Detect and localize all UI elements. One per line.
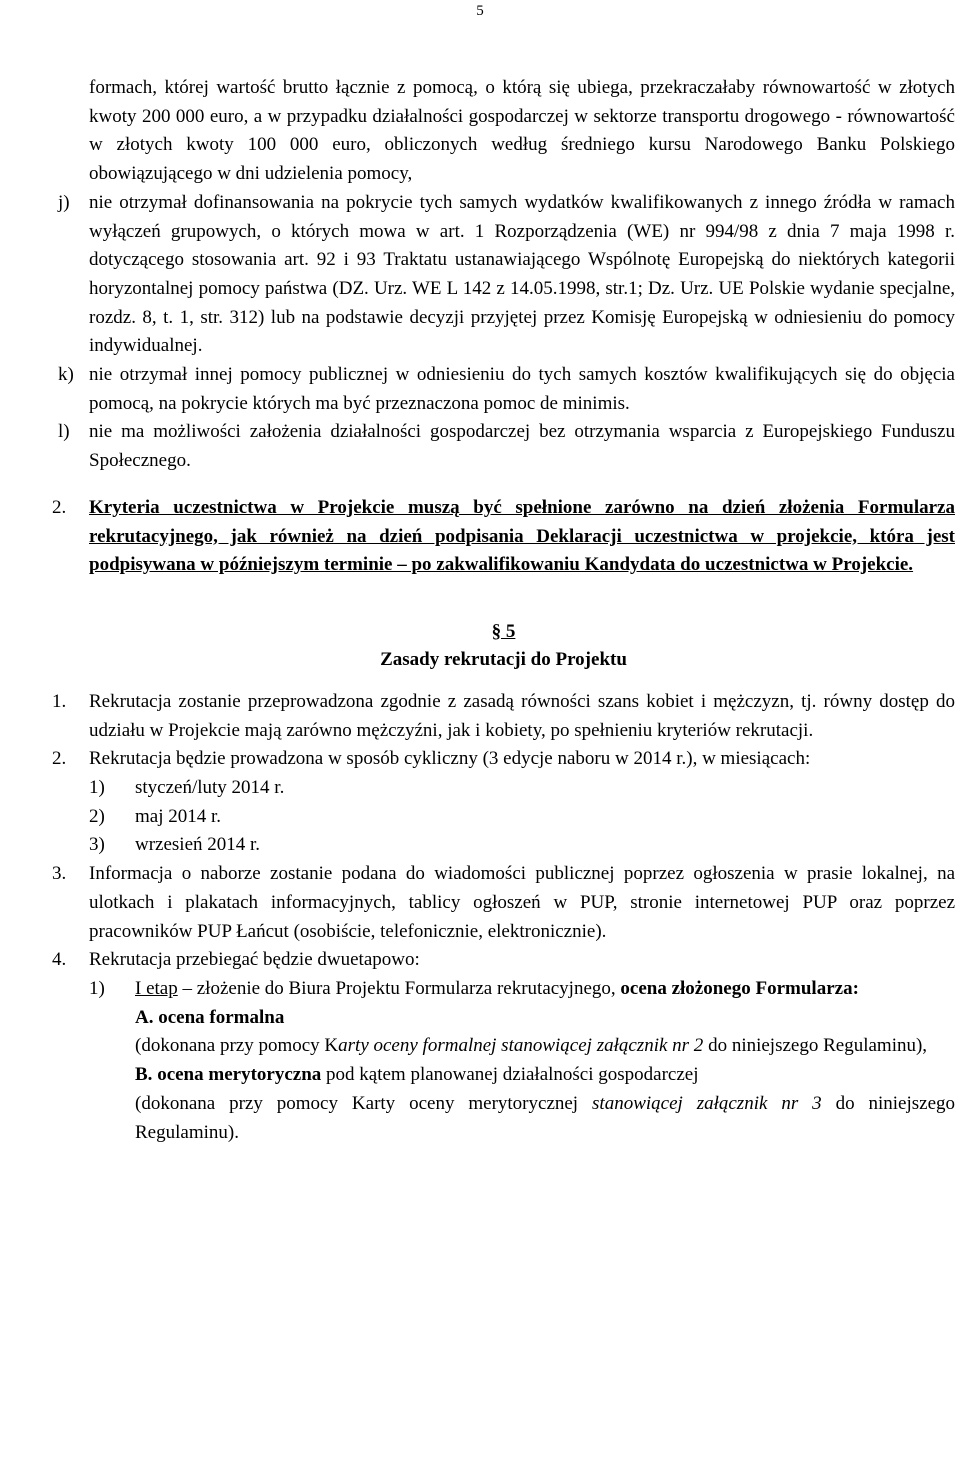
stage-1-plain: złożenie do Biura Projektu Formularza rekrutacyjnego,	[196, 977, 616, 999]
rule-4-text: Rekrutacja przebiegać będzie dwuetapowo:	[89, 949, 420, 971]
rule-3	[52, 860, 955, 946]
stage-a-heading	[135, 1004, 955, 1033]
stage-a-description	[135, 1032, 955, 1061]
stage-1-label: 1)	[89, 977, 105, 999]
stage-a-italic: arty oceny formalnej stanowiącej załącznik nr 2	[338, 1035, 704, 1057]
rule-2	[52, 745, 955, 860]
stage-b-heading	[135, 1061, 955, 1090]
month-text-1: styczeń/luty 2014 r.	[135, 777, 285, 799]
month-label-2: 2)	[89, 805, 105, 827]
stage-1-etap: I etap	[135, 977, 178, 999]
stage-1-bold: ocena złożonego Formularza:	[620, 977, 859, 999]
list-item-k	[52, 361, 955, 418]
rule-1	[52, 688, 955, 745]
stage-a-close: do niniejszego Regulaminu),	[708, 1035, 928, 1057]
stage-b-italic: stanowiącej załącznik nr 3	[592, 1092, 822, 1114]
criteria-number: 2.	[52, 496, 67, 518]
rule-4-number: 4.	[52, 949, 67, 971]
list-label-j: j)	[58, 191, 70, 213]
continuation-paragraph: formach, której wartość brutto łącznie z pomocą, o którą się ubiega, przekraczałaby równowartość w złotych kwoty 200 000 euro, a w przypadku działalności gospodarczej w sektorze transportu drogowego - równowartość w złotych kwoty 100 000 euro, obliczonych według średniego kursu Narodowego Banku Polskiego obowiązującego w dni udzielenia pomocy,	[89, 77, 955, 185]
month-item-1	[89, 774, 955, 803]
month-text-2: maj 2014 r.	[135, 805, 222, 827]
page-number: 5	[476, 3, 484, 19]
document-body	[52, 74, 955, 1147]
section-symbol: § 5	[491, 620, 516, 642]
rule-3-number: 3.	[52, 863, 67, 885]
section-heading	[52, 618, 955, 674]
stage-b-close: do niniejszego Regulaminu).	[135, 1092, 956, 1143]
rule-1-text: Rekrutacja zostanie przeprowadzona zgodnie z zasadą równości szans kobiet i mężczyzn, tj. równy dostęp do udziału w Projekcie mają zarówno mężczyźni, jak i kobiety, po spełnieniu kryteriów rekrutacji.	[89, 690, 955, 741]
rule-4	[52, 946, 955, 1147]
stage-a-title: ocena formalna	[158, 1006, 285, 1028]
stage-1-dash: –	[182, 977, 192, 999]
month-item-3	[89, 831, 955, 860]
recruitment-rules	[52, 688, 955, 1147]
stage-a-open: (dokonana przy pomocy K	[135, 1035, 339, 1057]
section-title: Zasady rekrutacji do Projektu	[380, 648, 627, 670]
month-item-2	[89, 803, 955, 832]
stage-b-open: (dokonana przy pomocy Karty oceny merytorycznej	[135, 1092, 579, 1114]
criteria-paragraph	[52, 494, 955, 580]
list-item-l	[52, 418, 955, 475]
stage-b-letter: B.	[135, 1064, 153, 1086]
rule-3-text: Informacja o naborze zostanie podana do wiadomości publicznej poprzez ogłoszenia w prasie lokalnej, na ulotkach i plakatach informacyjnych, tablicy ogłoszeń w PUP, stronie internetowej PUP oraz poprzez pracowników PUP Łańcut (osobiście, telefonicznie, elektronicznie).	[89, 863, 955, 942]
stage-b-title: ocena merytoryczna	[157, 1064, 322, 1086]
month-label-3: 3)	[89, 834, 105, 856]
list-label-l: l)	[58, 421, 70, 443]
month-text-3: wrzesień 2014 r.	[135, 834, 261, 856]
criteria-text: Kryteria uczestnictwa w Projekcie muszą być spełnione zarówno na dzień złożenia Formularza rekrutacyjnego, jak również na dzień podpisania Deklaracji uczestnictwa w projekcie, która jest podpisywana w późniejszym terminie – po zakwalifikowaniu Kandydata do uczestnictwa w Projekcie.	[89, 496, 955, 576]
stage-1	[89, 975, 955, 1147]
stage-1-text	[135, 975, 955, 1004]
list-label-k: k)	[58, 364, 74, 386]
rule-2-number: 2.	[52, 748, 67, 770]
list-text-j: nie otrzymał dofinansowania na pokrycie tych samych wydatków kwalifikowanych z innego źródła w ramach wyłączeń grupowych, o których mowa w art. 1 Rozporządzenia (WE) nr 994/98 z dnia 7 maja 1998 r. dotyczącego stosowania art. 92 i 93 Traktatu ustanawiającego Wspólnotę Europejską do niektórych kategorii horyzontalnej pomocy państwa (DZ. Urz. WE L 142 z 14.05.1998, str.1; Dz. Urz. UE Polskie wydanie specjalne, rozdz. 8, t. 1, str. 312) lub na podstawie decyzji przyjętej przez Komisję Europejską w odniesieniu do pomocy indywidualnej.	[89, 191, 955, 357]
list-item-j	[52, 189, 955, 361]
rule-2-text: Rekrutacja będzie prowadzona w sposób cykliczny (3 edycje naboru w 2014 r.), w miesiącach:	[89, 748, 811, 770]
stage-a-letter: A.	[135, 1006, 154, 1028]
stage-b-rest: pod kątem planowanej działalności gospodarczej	[326, 1064, 699, 1086]
rule-1-number: 1.	[52, 690, 67, 712]
list-text-k: nie otrzymał innej pomocy publicznej w odniesieniu do tych samych kosztów kwalifikujących się do objęcia pomocą, na pokrycie których ma być przeznaczona pomoc de minimis.	[89, 364, 955, 414]
stage-b-description	[135, 1090, 955, 1147]
month-label-1: 1)	[89, 777, 105, 799]
list-text-l: nie ma możliwości założenia działalności gospodarczej bez otrzymania wsparcia z Europejskiego Funduszu Społecznego.	[89, 421, 955, 472]
